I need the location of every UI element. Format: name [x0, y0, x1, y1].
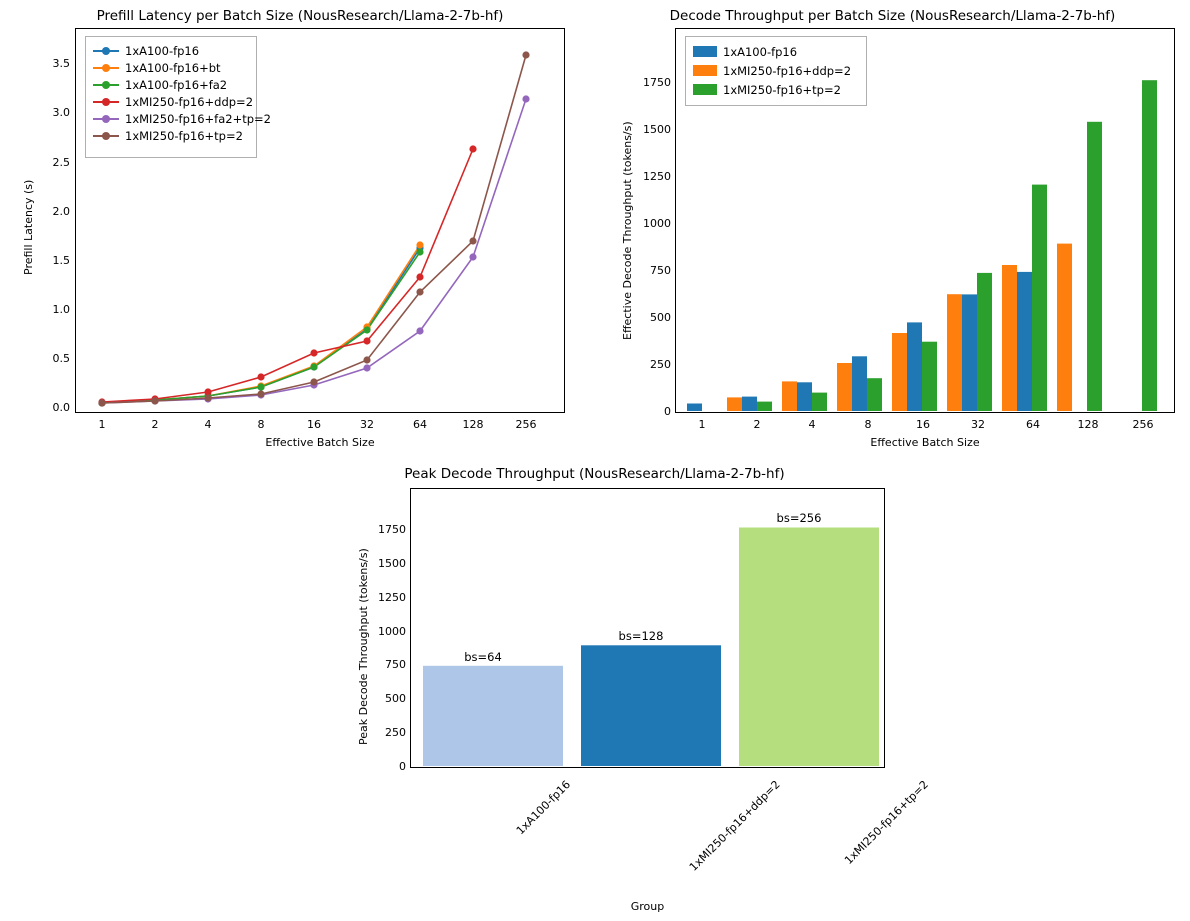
legend-item [93, 76, 249, 93]
ytick-peak: 1750 [378, 523, 406, 536]
legend-prefill [85, 36, 271, 158]
bar-annotation: bs=256 [776, 511, 822, 525]
xtick-prefill: 128 [462, 418, 484, 431]
xtick-prefill: 256 [515, 418, 537, 431]
legend-item [93, 42, 249, 59]
chart-title-peak: Peak Decode Throughput (NousResearch/Llama-2-7b-hf) [404, 466, 785, 482]
xtick-prefill: 4 [204, 418, 212, 431]
ytick-prefill: 2.5 [52, 156, 70, 169]
bar-annotation: bs=64 [464, 650, 502, 664]
yaxis-label-prefill: Prefill Latency (s) [22, 179, 35, 275]
legend-label: 1xMI250-fp16+ddp=2 [125, 94, 254, 109]
xtick-prefill: 8 [257, 418, 265, 431]
xtick-decode: 128 [1077, 418, 1099, 431]
xaxis-label-prefill: Effective Batch Size [265, 436, 375, 449]
legend-marker [93, 84, 119, 86]
ytick-decode: 1000 [643, 217, 671, 230]
legend-item [693, 61, 859, 80]
xtick-peak: 1xMI250-fp16+tp=2 [842, 778, 931, 867]
xaxis-label-decode: Effective Batch Size [870, 436, 980, 449]
ytick-prefill: 0.0 [52, 401, 70, 414]
bar-annotation: bs=128 [618, 629, 664, 643]
xtick-peak: 1xMI250-fp16+ddp=2 [686, 778, 783, 874]
ytick-peak: 1000 [378, 625, 406, 638]
xtick-decode: 8 [864, 418, 872, 431]
legend-item [693, 80, 859, 99]
ytick-prefill: 3.0 [52, 106, 70, 119]
ytick-decode: 1250 [643, 170, 671, 183]
legend-label: 1xMI250-fp16+ddp=2 [723, 63, 852, 78]
legend-marker [93, 135, 119, 137]
ytick-decode: 1750 [643, 76, 671, 89]
legend-item [93, 59, 249, 76]
ytick-peak: 1250 [378, 591, 406, 604]
legend-marker [93, 67, 119, 69]
ytick-peak: 750 [385, 658, 406, 671]
legend-label: 1xA100-fp16 [125, 43, 200, 58]
ytick-prefill: 1.0 [52, 303, 70, 316]
xtick-prefill: 2 [151, 418, 159, 431]
legend-marker [93, 118, 119, 120]
xtick-prefill: 64 [413, 418, 427, 431]
peak-bars [411, 489, 884, 767]
xtick-peak: 1xA100-fp16 [513, 778, 574, 838]
legend-swatch [693, 46, 717, 57]
ytick-decode: 1500 [643, 123, 671, 136]
ytick-decode: 500 [650, 311, 671, 324]
xaxis-label-peak: Group [630, 900, 665, 913]
ytick-prefill: 0.5 [52, 352, 70, 365]
xtick-decode: 64 [1026, 418, 1040, 431]
panel-prefill-latency [0, 0, 595, 460]
chart-title-prefill: Prefill Latency per Batch Size (NousResearch/Llama-2-7b-hf) [96, 8, 504, 24]
yaxis-label-decode: Effective Decode Throughput (tokens/s) [621, 121, 634, 340]
ytick-prefill: 2.0 [52, 205, 70, 218]
yaxis-label-peak: Peak Decode Throughput (tokens/s) [357, 548, 370, 745]
chart-title-decode: Decode Throughput per Batch Size (NousResearch/Llama-2-7b-hf) [669, 8, 1116, 24]
ytick-decode: 250 [650, 358, 671, 371]
ytick-decode: 0 [664, 405, 671, 418]
ytick-peak: 250 [385, 726, 406, 739]
xtick-prefill: 32 [360, 418, 374, 431]
legend-decode [685, 36, 867, 106]
legend-label: 1xMI250-fp16+fa2+tp=2 [125, 111, 271, 126]
legend-item [93, 127, 249, 144]
legend-label: 1xMI250-fp16+tp=2 [125, 128, 243, 143]
legend-label: 1xA100-fp16+bt [125, 60, 221, 75]
xtick-decode: 256 [1132, 418, 1154, 431]
xtick-prefill: 1 [98, 418, 106, 431]
xtick-decode: 2 [753, 418, 761, 431]
ytick-prefill: 3.5 [52, 57, 70, 70]
ytick-decode: 750 [650, 264, 671, 277]
legend-marker [93, 50, 119, 52]
legend-swatch [693, 84, 717, 95]
panel-peak-throughput [297, 460, 931, 921]
legend-item [93, 110, 271, 127]
legend-label: 1xA100-fp16 [723, 44, 798, 59]
panel-decode-throughput [595, 0, 1190, 460]
ytick-peak: 1500 [378, 557, 406, 570]
ytick-peak: 500 [385, 692, 406, 705]
legend-item [93, 93, 254, 110]
xtick-decode: 4 [808, 418, 816, 431]
xtick-decode: 32 [971, 418, 985, 431]
legend-label: 1xMI250-fp16+tp=2 [723, 82, 841, 97]
legend-item [693, 42, 859, 61]
legend-label: 1xA100-fp16+fa2 [125, 77, 228, 92]
ytick-prefill: 1.5 [52, 254, 70, 267]
xtick-decode: 16 [916, 418, 930, 431]
legend-marker [93, 101, 119, 103]
ytick-peak: 0 [399, 760, 406, 773]
legend-swatch [693, 65, 717, 76]
xtick-decode: 1 [698, 418, 706, 431]
xtick-prefill: 16 [307, 418, 321, 431]
